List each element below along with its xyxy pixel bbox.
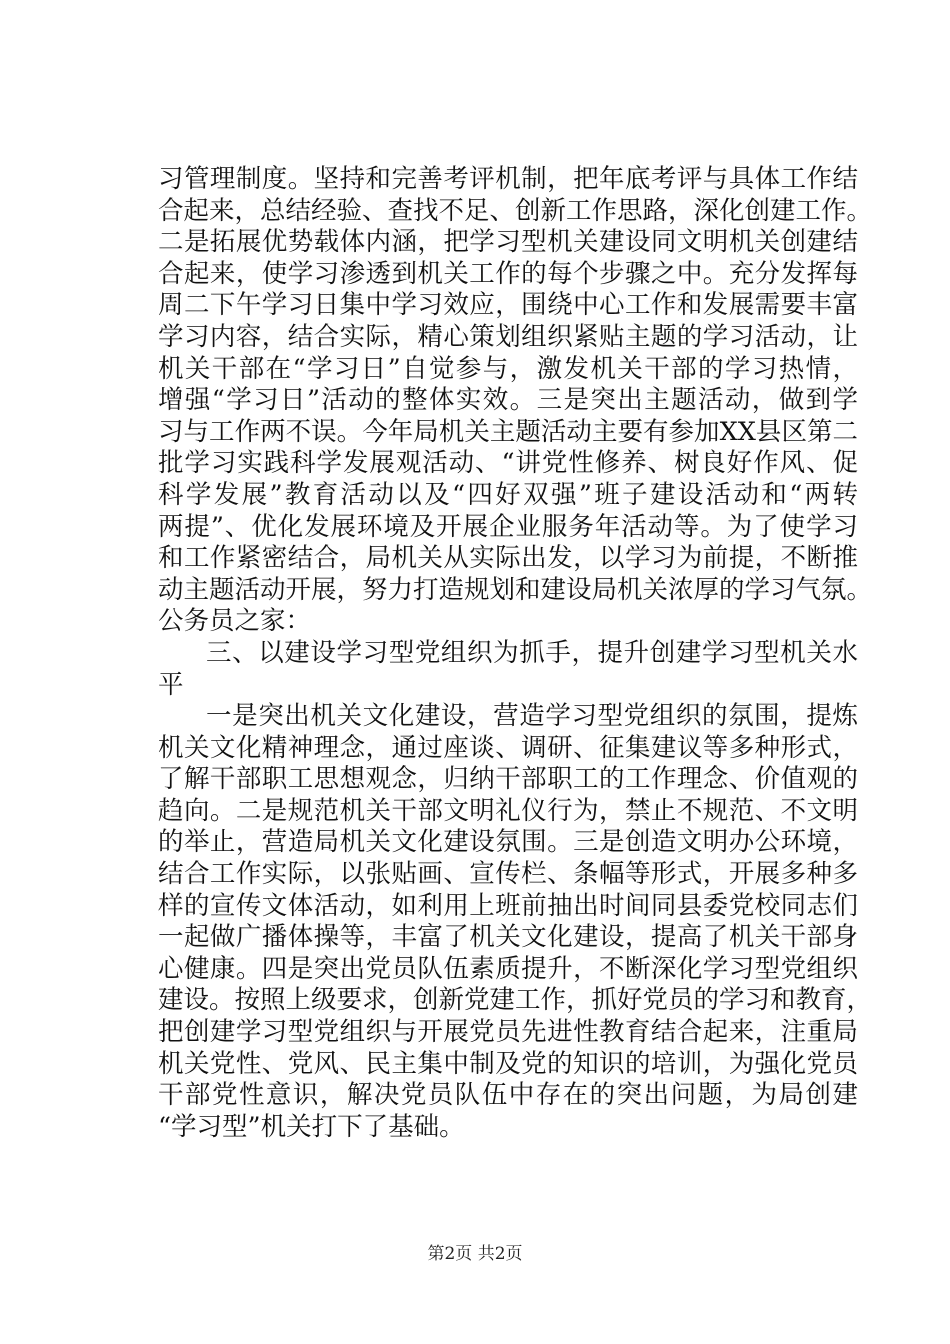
text-line: 机关干部在“学习日”自觉参与，激发机关干部的学习热情， — [158, 353, 858, 384]
text-line: 公务员之家： — [158, 606, 312, 637]
text-line: 合起来，总结经验、查找不足、创新工作思路，深化创建工作。 — [158, 195, 873, 226]
text-line: 结合工作实际，以张贴画、宣传栏、条幅等形式，开展多种多 — [158, 859, 858, 890]
text-line: 趋向。二是规范机关干部文明礼仪行为，禁止不规范、不文明 — [158, 795, 858, 826]
text-line: 习与工作两不误。今年局机关主题活动主要有参加XX县区第二 — [158, 416, 858, 447]
text-line: 心健康。四是突出党员队伍素质提升，不断深化学习型党组织 — [158, 953, 858, 984]
text-line: 科学发展”教育活动以及“四好双强”班子建设活动和“两转 — [158, 479, 858, 510]
text-line: 和工作紧密结合，局机关从实际出发，以学习为前提，不断推 — [158, 543, 858, 574]
text-line: 增强“学习日”活动的整体实效。三是突出主题活动，做到学 — [158, 385, 858, 416]
text-line: 一起做广播体操等，丰富了机关文化建设，提高了机关干部身 — [158, 922, 858, 953]
text-line: 平 — [158, 669, 184, 700]
document-body — [158, 164, 873, 1143]
text-line: 建设。按照上级要求，创新党建工作，抓好党员的学习和教育， — [158, 985, 873, 1016]
text-line: 样的宣传文体活动，如利用上班前抽出时间同县委党校同志们 — [158, 890, 858, 921]
text-line: 两提”、优化发展环境及开展企业服务年活动等。为了使学习 — [158, 511, 858, 542]
text-line: 习管理制度。坚持和完善考评机制，把年底考评与具体工作结 — [158, 164, 858, 194]
text-line: 批学习实践科学发展观活动、“讲党性修养、树良好作风、促 — [158, 448, 858, 479]
text-line: 机关党性、党风、民主集中制及党的知识的培训，为强化党员 — [158, 1048, 858, 1079]
text-line: 周二下午学习日集中学习效应，围绕中心工作和发展需要丰富 — [158, 290, 858, 321]
text-line: 机关文化精神理念，通过座谈、调研、征集建议等多种形式， — [158, 732, 858, 763]
text-line: 了解干部职工思想观念，归纳干部职工的工作理念、价值观的 — [158, 764, 858, 795]
text-line: 一是突出机关文化建设，营造学习型党组织的氛围，提炼 — [206, 701, 858, 732]
text-line: 把创建学习型党组织与开展党员先进性教育结合起来，注重局 — [158, 1017, 858, 1048]
text-line: 学习内容，结合实际，精心策划组织紧贴主题的学习活动，让 — [158, 321, 858, 352]
text-line: 三、以建设学习型党组织为抓手，提升创建学习型机关水 — [206, 637, 858, 668]
text-line: 二是拓展优势载体内涵，把学习型机关建设同文明机关创建结 — [158, 227, 858, 258]
page-footer: 第2页 共2页 — [427, 1244, 523, 1264]
text-line: 的举止，营造局机关文化建设氛围。三是创造文明办公环境， — [158, 827, 858, 858]
text-line: 干部党性意识，解决党员队伍中存在的突出问题，为局创建 — [158, 1080, 858, 1111]
text-line: “学习型”机关打下了基础。 — [158, 1111, 465, 1142]
text-line: 动主题活动开展，努力打造规划和建设局机关浓厚的学习气氛。 — [158, 574, 873, 605]
text-line: 合起来，使学习渗透到机关工作的每个步骤之中。充分发挥每 — [158, 258, 858, 289]
